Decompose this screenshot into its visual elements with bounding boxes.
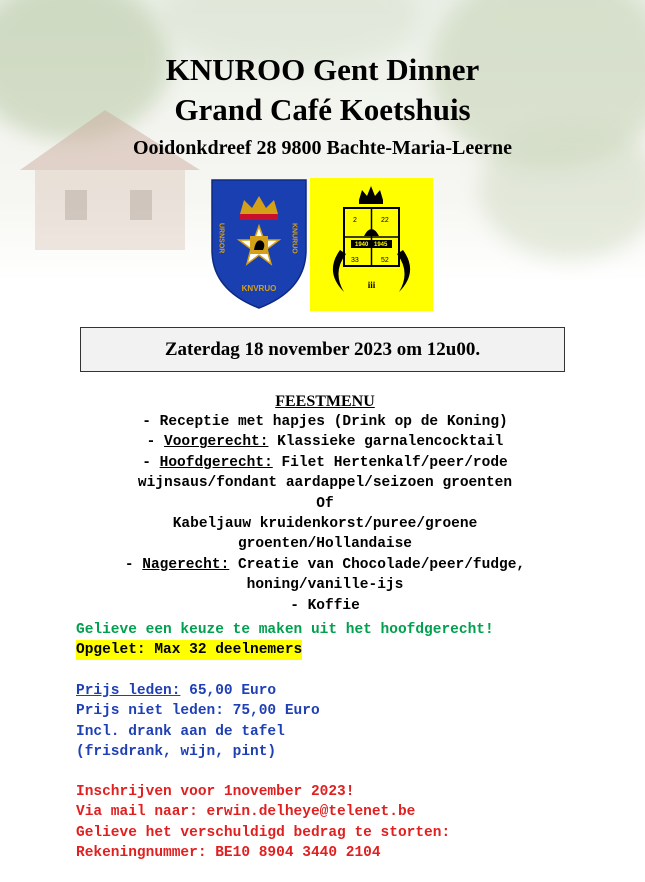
title-block [0, 52, 645, 160]
event-date: Zaterdag 18 november 2023 om 12u00. [164, 339, 481, 360]
registration-block [76, 782, 450, 864]
logo-year-left: 1940 [355, 242, 369, 248]
menu-label-nagerecht: Nagerecht: [142, 556, 230, 573]
menu-text: Klassieke garnalencocktail [268, 434, 504, 451]
venue-address: Ooidonkdreef 28 9800 Bachte-Maria-Leerne [132, 137, 512, 159]
menu-line: - Receptie met hapjes (Drink op de Koning) [142, 414, 508, 430]
menu-label-voorgerecht: Voorgerecht: [164, 434, 269, 451]
logo-num-tl: 2 [353, 217, 357, 224]
logo-num-tr: 22 [381, 217, 389, 224]
logo-bottom-text: KNVRUO [241, 284, 277, 293]
menu-line: honing/vanille-ijs [246, 577, 404, 594]
menu-label-hoofdgerecht: Hoofdgerecht: [159, 454, 273, 471]
logo-num-bl: 33 [351, 257, 359, 264]
menu-line: Kabeljauw kruidenkorst/puree/groene [172, 516, 478, 533]
menu-line [70, 432, 580, 452]
max-participants-notice: Opgelet: Max 32 deelnemers [76, 640, 302, 660]
price-nonmembers: Prijs niet leden: 75,00 Euro [76, 703, 320, 720]
menu-prefix: - [124, 556, 143, 573]
price-members-value: 65,00 Euro [180, 683, 277, 699]
registration-account: Rekeningnummer: BE10 8904 3440 2104 [76, 845, 381, 862]
knvruo-shield-logo [210, 178, 308, 310]
price-block [76, 681, 320, 763]
registration-deadline: Inschrijven voor 1november 2023! [76, 784, 355, 800]
choice-notice: Gelieve een keuze te maken uit het hoofdgerecht! [76, 622, 494, 638]
menu-text: Filet Hertenkalf/peer/rode [272, 454, 508, 471]
logo-left-text: URNSOR [217, 223, 225, 254]
logo-num-br: 52 [381, 257, 389, 264]
logo-year-right: 1945 [374, 242, 388, 248]
price-members [76, 681, 320, 701]
venue-name: Grand Café Koetshuis [174, 92, 471, 127]
menu-heading: FEESTMENU [275, 393, 375, 410]
price-included: Incl. drank aan de tafel [76, 723, 285, 740]
menu-prefix: - [146, 434, 165, 451]
menu-line: wijnsaus/fondant aardappel/seizoen groenten [137, 475, 513, 492]
registration-payment: Gelieve het verschuldigd bedrag te storten: [76, 824, 451, 841]
event-title: KNUROO Gent Dinner [165, 52, 480, 87]
event-date-box [80, 327, 565, 372]
registration-email: Via mail naar: erwin.delheye@telenet.be [76, 804, 416, 821]
price-members-label: Prijs leden: [76, 683, 181, 699]
menu-line [70, 453, 580, 473]
menu-line: - Koffie [290, 597, 360, 614]
price-included-detail: (frisdrank, wijn, pint) [76, 744, 277, 761]
logo-bottom-mark: iii [367, 280, 376, 290]
menu-line [70, 555, 580, 575]
menu-line: Of [316, 495, 334, 512]
menu-text: Creatie van Chocolade/peer/fudge, [229, 556, 526, 573]
menu-prefix: - [142, 454, 160, 471]
veterans-emblem-logo [310, 178, 433, 311]
feestmenu [70, 392, 580, 616]
menu-line: groenten/Hollandaise [237, 536, 413, 553]
logo-right-text: KNURUO [290, 223, 298, 254]
